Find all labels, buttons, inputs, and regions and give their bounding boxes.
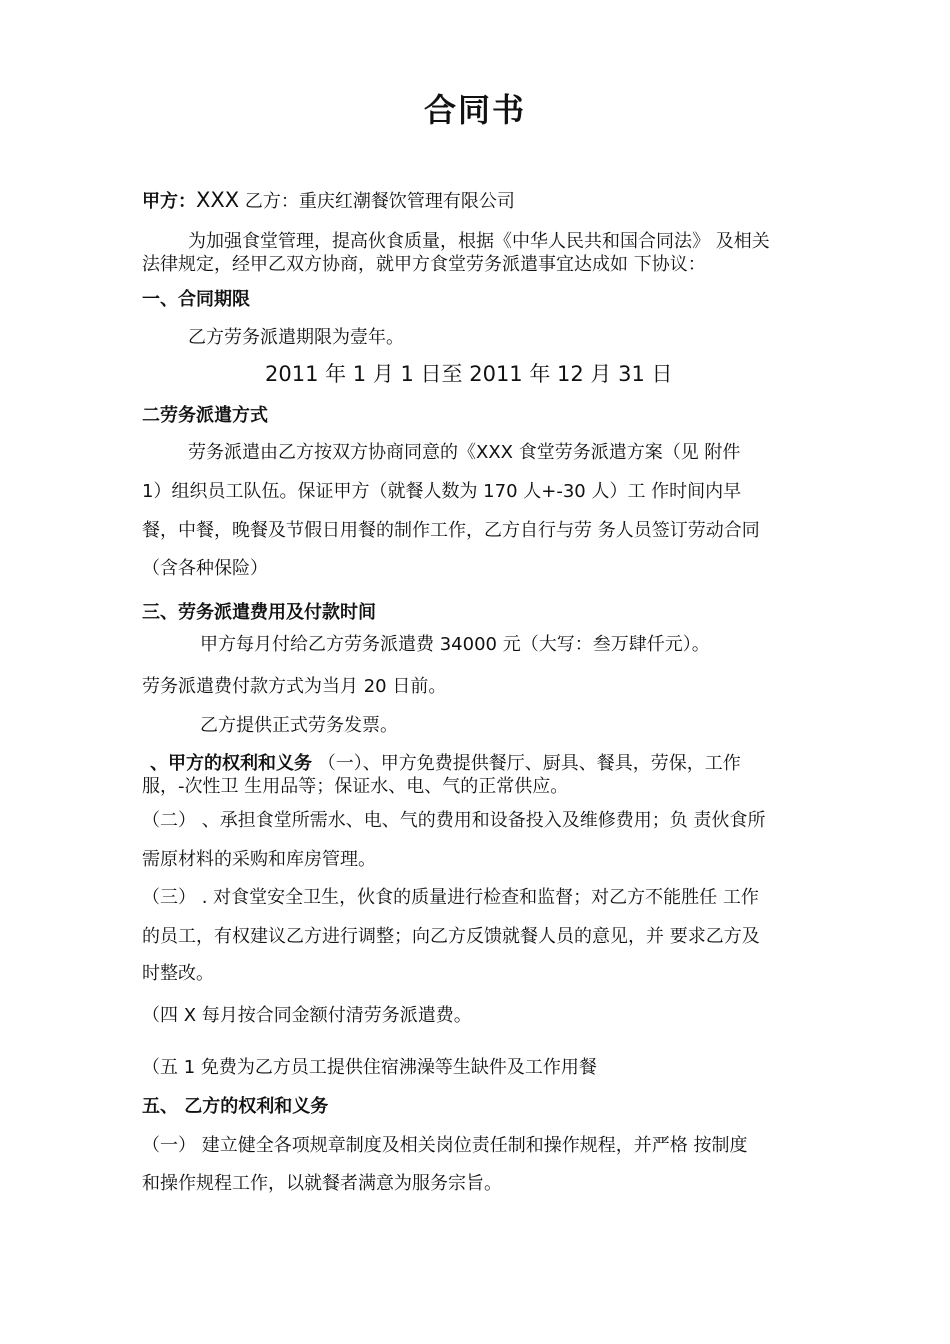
section-2-line-4: （含各种保险）: [142, 558, 268, 579]
section-3-line-2: 劳务派遣费付款方式为当月 20 日前。: [142, 676, 447, 697]
party-a-label: 甲方：: [142, 191, 196, 212]
contract-period-dates: 2011 年 1 月 1 日至 2011 年 12 月 31 日: [265, 362, 673, 386]
section-4-item-2-line-2: 需原材料的采购和库房管理。: [142, 849, 376, 870]
section-4-item-1-start: （一）、甲方免费提供餐厅、厨具、餐具，劳保，工作: [317, 753, 741, 774]
party-a-value: XXX: [196, 188, 240, 212]
section-2-line-3: 餐，中餐，晚餐及节假日用餐的制作工作，乙方自行与劳 务人员签订劳动合同: [142, 520, 760, 541]
section-4-heading: 、甲方的权利和义务: [150, 753, 312, 774]
section-4-line-1: [150, 752, 741, 776]
section-4-item-4: （四 X 每月按合同金额付清劳务派遣费。: [142, 1005, 472, 1026]
document-title: 合同书: [423, 91, 526, 129]
section-4-item-3-line-3: 时整改。: [142, 963, 214, 984]
section-5-item-1-line-1: （一） 建立健全各项规章制度及相关岗位责任制和操作规程，并严格 按制度: [142, 1135, 748, 1156]
intro-line-2: 法律规定，经甲乙双方协商，就甲方食堂劳务派遣事宜达成如 下协议：: [142, 254, 706, 275]
intro-line-1: 为加强食堂管理，提高伙食质量，根据《中华人民共和国合同法》 及相关: [188, 231, 770, 252]
section-2-line-2: 1）组织员工队伍。保证甲方（就餐人数为 170 人+-30 人）工 作时间内早: [142, 481, 742, 502]
section-3-line-1: 甲方每月付给乙方劳务派遣费 34000 元（大写：叁万肆仟元）。: [200, 634, 710, 655]
section-5-item-1-line-2: 和操作规程工作，以就餐者满意为服务宗旨。: [142, 1173, 502, 1194]
section-1-heading: 一、合同期限: [142, 289, 250, 310]
section-2-heading: 二劳务派遣方式: [142, 405, 268, 426]
section-5-heading: 五、 乙方的权利和义务: [142, 1096, 329, 1117]
section-3-line-3: 乙方提供正式劳务发票。: [200, 715, 398, 736]
party-b-label: 乙方：: [244, 191, 299, 212]
section-1-line-1: 乙方劳务派遣期限为壹年。: [188, 327, 404, 348]
section-4-item-5: （五 1 免费为乙方员工提供住宿沸澡等生缺件及工作用餐: [142, 1057, 597, 1078]
section-4-item-2-line-1: （二） 、承担食堂所需水、电、气的费用和设备投入及维修费用；负 责伙食所: [142, 810, 766, 831]
section-4-item-3-line-1: （三） . 对食堂安全卫生，伙食的质量进行检查和监督；对乙方不能胜任 工作: [142, 887, 759, 908]
party-b-value: 重庆红潮餐饮管理有限公司: [298, 191, 515, 212]
section-4-line-2: 服，-次性卫 生用品等；保证水、电、气的正常供应。: [142, 776, 569, 797]
parties-line: [142, 188, 515, 214]
section-4-item-3-line-2: 的员工，有权建议乙方进行调整；向乙方反馈就餐人员的意见，并 要求乙方及: [142, 926, 760, 947]
section-3-heading: 三、劳务派遣费用及付款时间: [142, 602, 376, 623]
section-2-line-1: 劳务派遣由乙方按双方协商同意的《XXX 食堂劳务派遣方案（见 附件: [188, 442, 741, 463]
